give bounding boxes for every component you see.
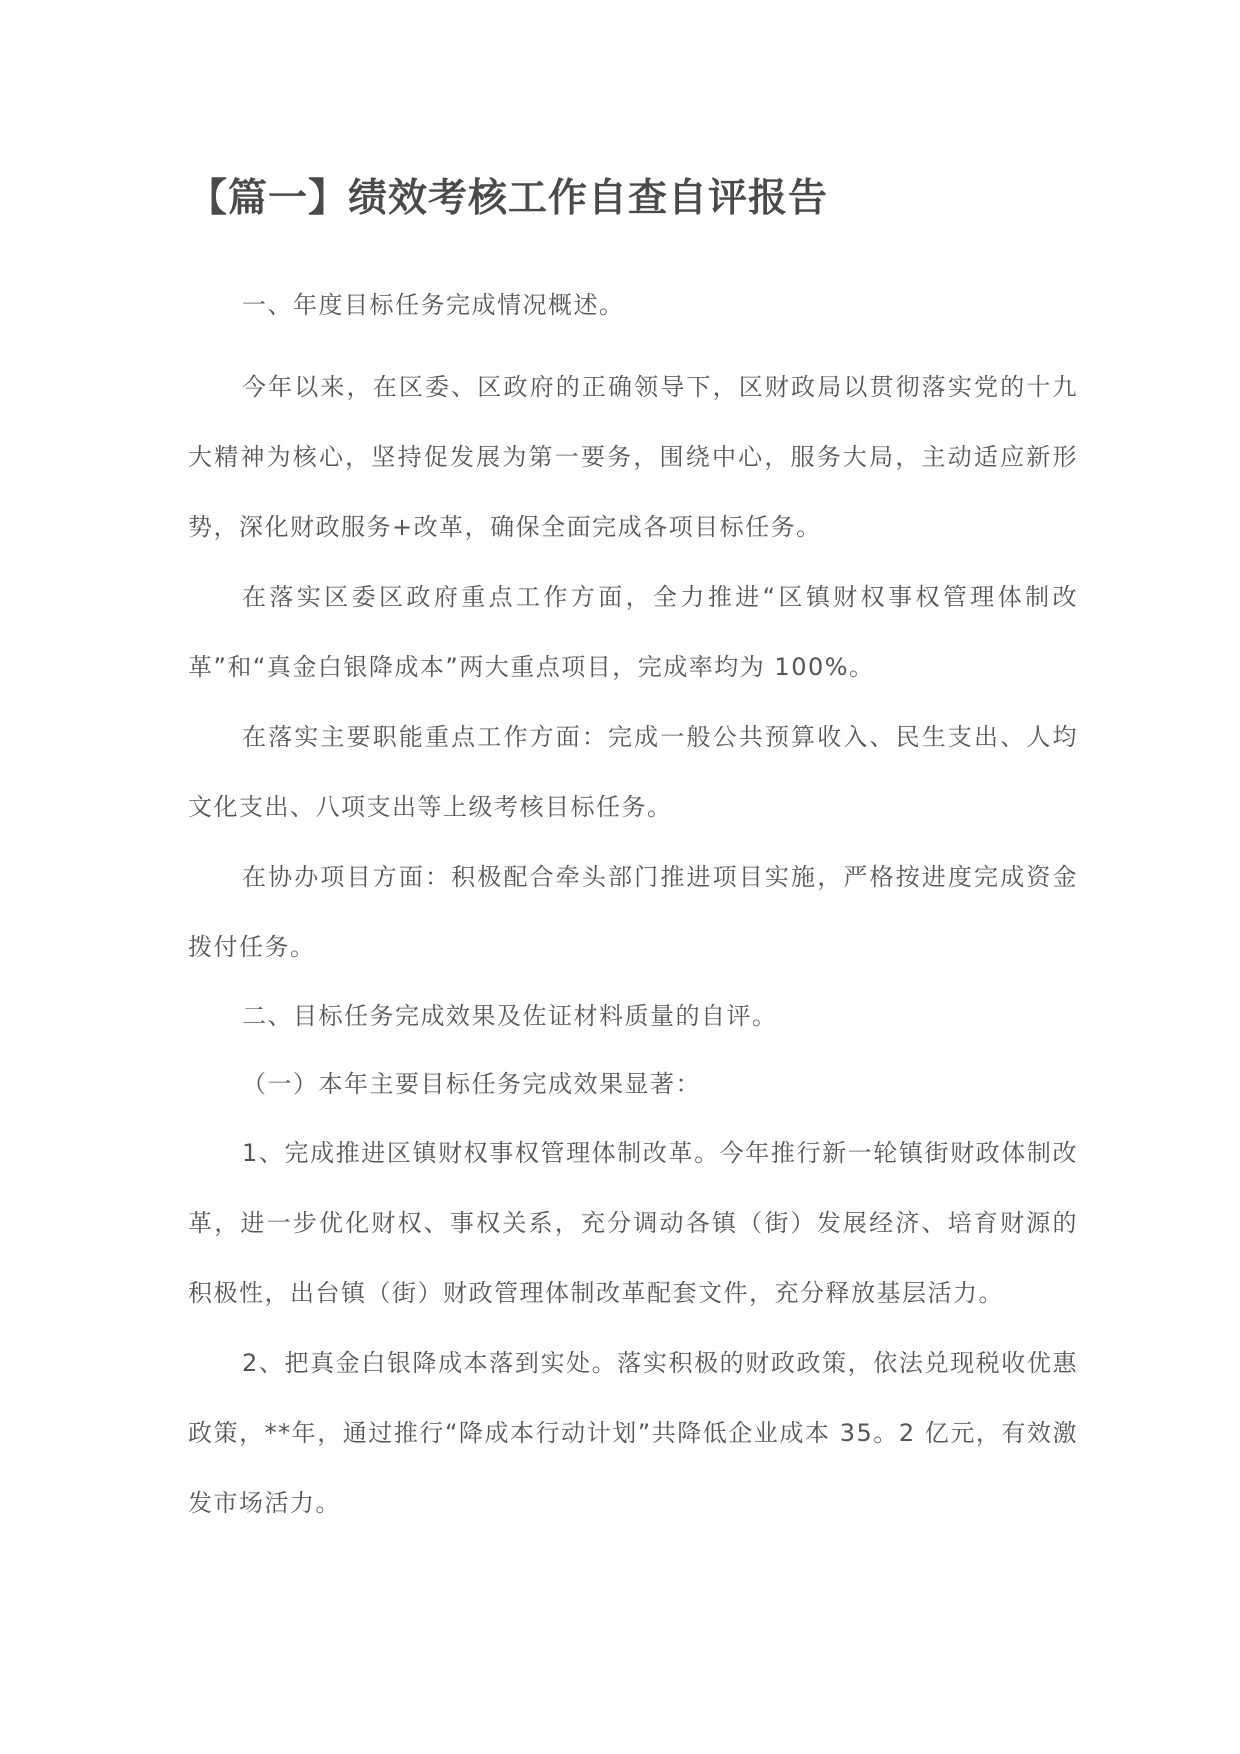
section-heading-overview: 一、年度目标任务完成情况概述。 [242, 291, 625, 319]
paragraph-key-work: 在落实区委区政府重点工作方面，全力推进“区镇财权事权管理体制改革”和“真金白银降成本”两大重点项目，完成率均为 100%。 [188, 583, 1078, 681]
subsection-heading-effects: （一）本年主要目标任务完成效果显著： [242, 1070, 701, 1098]
section-heading-self-evaluation: 二、目标任务完成效果及佐证材料质量的自评。 [242, 1002, 778, 1030]
spacer [188, 340, 1078, 352]
paragraph-item-2: 2、把真金白银降成本落到实处。落实积极的财政政策，依法兑现税收优惠政策，**年，通过推行“降成本行动计划”共降低企业成本 35。2 亿元，有效激发市场活力。 [188, 1349, 1078, 1517]
paragraph-item-1: 1、完成推进区镇财权事权管理体制改革。今年推行新一轮镇街财政体制改革，进一步优化财权、事权关系，充分调动各镇（街）发展经济、培育财源的积极性，出台镇（街）财政管理体制改革配套文件，充分释放基层活力。 [188, 1139, 1078, 1307]
document-title: 【篇一】绩效考核工作自查自评报告 [188, 176, 829, 221]
document-page [188, 170, 1078, 1538]
paragraph-intro: 今年以来，在区委、区政府的正确领导下，区财政局以贯彻落实党的十九大精神为核心，坚持促发展为第一要务，围绕中心，服务大局，主动适应新形势，深化财政服务+改革，确保全面完成各项目标任务。 [188, 373, 1078, 541]
paragraph-assisting-projects: 在协办项目方面：积极配合牵头部门推进项目实施，严格按进度完成资金拨付任务。 [188, 863, 1078, 961]
paragraph-main-functions: 在落实主要职能重点工作方面：完成一般公共预算收入、民生支出、人均文化支出、八项支出等上级考核目标任务。 [188, 723, 1078, 821]
